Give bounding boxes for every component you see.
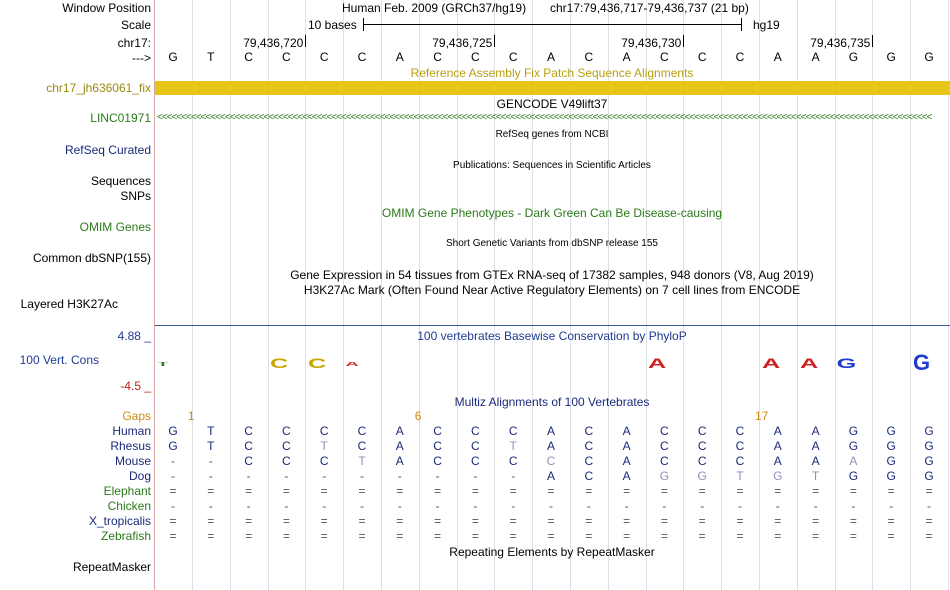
alignment-base: C <box>697 439 707 453</box>
scale-bar-left-end <box>363 18 364 31</box>
alignment-base: A <box>811 424 820 438</box>
h3k27ac-label[interactable]: Layered H3K27Ac <box>20 297 118 311</box>
repeatmasker-label[interactable]: RepeatMasker <box>72 560 151 574</box>
alignment-base: G <box>848 439 859 453</box>
alignment-base: = <box>698 529 706 543</box>
alignment-base: G <box>886 454 896 468</box>
alignment-base: C <box>508 424 518 438</box>
alignment-base: = <box>320 529 328 543</box>
alignment-base: C <box>244 454 253 468</box>
alignment-base: = <box>207 514 215 528</box>
alignment-base: = <box>282 514 290 528</box>
alignment-base: C <box>471 424 480 438</box>
alignment-base: = <box>320 514 328 528</box>
alignment-base: T <box>320 439 328 453</box>
alignment-base: = <box>736 529 744 543</box>
alignment-base: = <box>812 514 820 528</box>
alignment-base: = <box>925 529 933 543</box>
alignment-base: - <box>511 499 516 513</box>
alignment-base: = <box>774 514 782 528</box>
sequence-base: A <box>546 50 555 64</box>
alignment-base: A <box>395 439 404 453</box>
alignment-base: = <box>547 484 555 498</box>
gencode-track-title[interactable]: GENCODE V49lift37 <box>496 97 608 111</box>
alignment-base: = <box>396 514 404 528</box>
alignment-base: - <box>473 469 478 483</box>
alignment-base: - <box>927 499 931 513</box>
cons-track-label[interactable]: 100 Vert. Cons <box>19 353 99 367</box>
alignment-base: A <box>773 424 782 438</box>
cons-track-top-line <box>155 325 950 326</box>
alignment-base: C <box>660 454 669 468</box>
alignment-base: A <box>395 454 404 468</box>
coordinate-label: 79,436,735 <box>810 36 871 50</box>
coordinate-tick <box>683 35 684 47</box>
alignment-base: G <box>659 469 670 483</box>
alignment-base: A <box>395 424 404 438</box>
alignment-base: = <box>358 484 366 498</box>
alignment-base: = <box>660 514 668 528</box>
alignment-base: A <box>773 454 782 468</box>
alignment-base: G <box>924 439 934 453</box>
cons-logo-glyph: A <box>799 355 818 371</box>
alignment-base: C <box>319 424 329 438</box>
sequence-base: G <box>924 50 934 64</box>
alignment-base: - <box>208 499 213 513</box>
alignment-base: - <box>284 469 289 483</box>
alignment-base: = <box>509 514 517 528</box>
cons-logo-glyph: G <box>913 350 931 375</box>
publications-track-title[interactable]: Publications: Sequences in Scientific Articles <box>453 160 651 171</box>
alignment-base: C <box>735 454 745 468</box>
alignment-base: = <box>925 514 933 528</box>
gap-marker: 6 <box>414 409 422 423</box>
species-label[interactable]: Chicken <box>107 499 151 513</box>
cons-max-label: 4.88 _ <box>117 329 151 343</box>
alignment-base: - <box>360 469 364 483</box>
alignment-base: - <box>171 469 175 483</box>
window-position-label: Window Position <box>62 1 151 15</box>
sequence-base: C <box>433 50 442 64</box>
alignment-base: = <box>320 484 328 498</box>
alignment-base: = <box>887 529 895 543</box>
sequence-base: G <box>886 50 896 64</box>
alignment-base: = <box>207 529 215 543</box>
gaps-label: Gaps <box>122 409 151 423</box>
sequence-base: C <box>735 50 745 64</box>
fix-patch-label[interactable]: chr17_jh636061_fix <box>46 81 151 95</box>
snps-label[interactable]: SNPs <box>120 189 151 203</box>
alignment-base: = <box>849 514 857 528</box>
species-label[interactable]: Elephant <box>103 484 151 498</box>
species-label[interactable]: X_tropicalis <box>88 514 151 528</box>
alignment-base: G <box>886 469 896 483</box>
alignment-base: = <box>698 484 706 498</box>
sequence-base: C <box>697 50 707 64</box>
alignment-base: - <box>360 499 364 513</box>
alignment-base: - <box>775 499 780 513</box>
alignment-base: = <box>547 514 555 528</box>
alignment-base: - <box>813 499 818 513</box>
position-readout: chr17:79,436,717-79,436,737 (21 bp) <box>550 1 749 15</box>
alignment-base: = <box>547 529 555 543</box>
alignment-base: = <box>623 514 631 528</box>
alignment-base: = <box>434 529 442 543</box>
alignment-base: T <box>736 469 744 483</box>
cons-track-title[interactable]: 100 vertebrates Basewise Conservation by PhyloP <box>417 329 687 343</box>
refseq-track-title[interactable]: RefSeq genes from NCBI <box>495 129 609 140</box>
alignment-base: = <box>887 514 895 528</box>
alignment-base: C <box>282 454 291 468</box>
alignment-base: A <box>622 439 631 453</box>
alignment-base: C <box>584 454 594 468</box>
alignment-base: = <box>169 514 177 528</box>
scale-bar-right-end <box>741 18 742 31</box>
alignment-base: = <box>245 529 253 543</box>
alignment-base: = <box>623 484 631 498</box>
alignment-base: = <box>698 514 706 528</box>
alignment-base: G <box>924 424 934 438</box>
alignment-base: C <box>584 424 594 438</box>
alignment-base: A <box>811 439 820 453</box>
alignment-base: = <box>623 529 631 543</box>
alignment-base: = <box>509 529 517 543</box>
alignment-base: A <box>811 454 820 468</box>
sequence-base: C <box>357 50 367 64</box>
alignment-base: - <box>851 499 856 513</box>
alignment-base: A <box>546 469 555 483</box>
h3k27ac-track-title[interactable]: H3K27Ac Mark (Often Found Near Active Regulatory Elements) on 7 cell lines from ENCODE <box>303 283 801 297</box>
alignment-base: = <box>358 529 366 543</box>
alignment-base: = <box>736 514 744 528</box>
sequence-base: C <box>584 50 594 64</box>
alignment-base: C <box>697 454 707 468</box>
alignment-base: C <box>244 439 253 453</box>
cons-logo-glyph: A <box>345 362 359 368</box>
alignment-base: = <box>660 484 668 498</box>
alignment-base: T <box>509 439 517 453</box>
alignment-base: - <box>397 469 402 483</box>
alignment-base: = <box>434 514 442 528</box>
alignment-base: = <box>471 529 479 543</box>
cons-min-label: -4.5 _ <box>120 379 151 393</box>
alignment-base: = <box>925 484 933 498</box>
sequence-base: G <box>168 50 178 64</box>
alignment-base: C <box>433 439 442 453</box>
assembly-title: Human Feb. 2009 (GRCh37/hg19) <box>342 1 527 15</box>
alignment-base: - <box>171 454 175 468</box>
linc-gene-label[interactable]: LINC01971 <box>90 111 151 125</box>
sequence-base: C <box>282 50 291 64</box>
refseq-curated-label[interactable]: RefSeq Curated <box>64 143 151 157</box>
alignment-base: - <box>322 499 327 513</box>
linc-gene-feature[interactable]: <<<<<<<<<<<<<<<<<<<<<<<<<<<<<<<<<<<<<<<<<<<<<<<<<<<<<<<<<<<<<<<<<<<<<<<<<<<<<<<<<<<<<<<<<<<<<<<<<<<<<<<<<<<<<<<<<<<<<<<<<<<<<<<<<<<<<<<<<<<<<<<<<<<<<<<<<<<<<<<< <box>157 112 932 123</box>
alignment-base: = <box>812 484 820 498</box>
alignment-base: = <box>282 529 290 543</box>
alignment-base: = <box>585 514 593 528</box>
chrom-label: chr17: <box>117 36 151 50</box>
alignment-base: - <box>889 499 894 513</box>
alignment-base: A <box>622 469 631 483</box>
gtex-track-title[interactable]: Gene Expression in 54 tissues from GTEx RNA-seq of 17382 samples, 948 donors (V8, Aug 2019) <box>290 268 814 282</box>
alignment-base: G <box>886 439 896 453</box>
sequence-base: C <box>508 50 518 64</box>
alignment-base: G <box>168 424 178 438</box>
alignment-base: - <box>322 469 327 483</box>
alignment-base: G <box>886 424 896 438</box>
alignment-base: T <box>811 469 820 483</box>
alignment-base: C <box>508 454 518 468</box>
alignment-base: = <box>471 484 479 498</box>
alignment-base: T <box>207 424 215 438</box>
alignment-base: - <box>738 499 742 513</box>
sequence-base: C <box>471 50 480 64</box>
alignment-base: - <box>435 499 440 513</box>
alignment-base: = <box>774 484 782 498</box>
alignment-base: C <box>282 424 291 438</box>
alignment-base: A <box>546 439 555 453</box>
alignment-base: = <box>585 484 593 498</box>
strand-arrow-label[interactable]: ---> <box>132 51 151 65</box>
cons-logo-glyph: C <box>270 355 289 371</box>
alignment-base: - <box>662 499 667 513</box>
alignment-base: C <box>433 424 442 438</box>
cons-logo-glyph: T <box>157 362 169 368</box>
alignment-base: - <box>208 469 213 483</box>
alignment-base: C <box>660 439 669 453</box>
alignment-base: - <box>246 469 251 483</box>
alignment-base: G <box>168 439 178 453</box>
sequence-base: C <box>660 50 669 64</box>
alignment-base: - <box>208 454 213 468</box>
alignment-base: = <box>471 514 479 528</box>
sequence-base: G <box>848 50 859 64</box>
alignment-base: = <box>207 484 215 498</box>
alignment-base: G <box>848 469 859 483</box>
coordinate-label: 79,436,725 <box>432 36 493 50</box>
alignment-base: = <box>434 484 442 498</box>
alignment-base: - <box>586 499 591 513</box>
alignment-base: - <box>171 499 175 513</box>
scale-bases-text: 10 bases <box>308 18 357 32</box>
coordinate-tick <box>494 35 495 47</box>
alignment-base: = <box>396 484 404 498</box>
alignment-base: G <box>848 424 859 438</box>
scale-bar <box>363 24 741 25</box>
alignment-base: C <box>735 424 745 438</box>
species-label[interactable]: Rhesus <box>110 439 151 453</box>
cons-logo-glyph: A <box>761 355 780 371</box>
alignment-base: - <box>700 499 705 513</box>
alignment-base: = <box>774 529 782 543</box>
species-label[interactable]: Mouse <box>114 454 151 468</box>
alignment-base: = <box>849 529 857 543</box>
alignment-base: = <box>812 529 820 543</box>
alignment-base: - <box>511 469 516 483</box>
dbsnp-label[interactable]: Common dbSNP(155) <box>32 251 151 265</box>
alignment-base: - <box>246 499 251 513</box>
alignment-base: A <box>546 424 555 438</box>
alignment-base: = <box>245 484 253 498</box>
alignment-base: - <box>284 499 289 513</box>
alignment-base: = <box>849 484 857 498</box>
coordinate-label: 79,436,720 <box>243 36 304 50</box>
cons-logo-glyph: A <box>648 355 667 371</box>
alignment-base: A <box>849 454 858 468</box>
alignment-base: A <box>773 439 782 453</box>
species-label[interactable]: Dog <box>128 469 151 483</box>
alignment-base: C <box>584 469 594 483</box>
alignment-base: A <box>622 424 631 438</box>
repeatmasker-track-title[interactable]: Repeating Elements by RepeatMasker <box>449 545 655 559</box>
scale-label: Scale <box>120 18 151 32</box>
gap-marker: 17 <box>754 409 769 423</box>
sequence-base: T <box>207 50 215 64</box>
alignment-base: - <box>549 499 553 513</box>
alignment-base: - <box>435 469 440 483</box>
sequences-label[interactable]: Sequences <box>90 174 151 188</box>
omim-track-title[interactable]: OMIM Gene Phenotypes - Dark Green Can Be Disease-causing <box>381 206 723 220</box>
alignment-base: = <box>358 514 366 528</box>
alignment-base: C <box>546 454 556 468</box>
alignment-base: - <box>397 499 402 513</box>
alignment-base: = <box>887 484 895 498</box>
alignment-base: C <box>584 439 594 453</box>
alignment-base: = <box>169 484 177 498</box>
sequence-base: A <box>622 50 631 64</box>
alignment-base: - <box>473 499 478 513</box>
species-label[interactable]: Zebrafish <box>100 529 151 543</box>
cons-logo-glyph: G <box>837 355 857 371</box>
dbsnp-track-title[interactable]: Short Genetic Variants from dbSNP release 155 <box>446 238 658 249</box>
alignment-base: T <box>207 439 215 453</box>
alignment-base: C <box>471 454 480 468</box>
alignment-base: C <box>282 439 291 453</box>
alignment-base: C <box>433 454 442 468</box>
alignment-base: T <box>358 454 366 468</box>
scale-db-text: hg19 <box>753 18 780 32</box>
sequence-base: C <box>319 50 329 64</box>
alignment-base: C <box>357 424 367 438</box>
fix-patch-track-title[interactable]: Reference Assembly Fix Patch Sequence Alignments <box>410 66 694 80</box>
alignment-base: C <box>357 439 367 453</box>
alignment-base: G <box>773 469 783 483</box>
gap-marker: 1 <box>187 409 195 423</box>
alignment-base: = <box>396 529 404 543</box>
alignment-base: C <box>697 424 707 438</box>
omim-genes-label[interactable]: OMIM Genes <box>79 220 151 234</box>
sequence-base: A <box>773 50 782 64</box>
multiz-track-title[interactable]: Multiz Alignments of 100 Vertebrates <box>454 395 650 409</box>
alignment-base: = <box>736 484 744 498</box>
species-label[interactable]: Human <box>112 424 151 438</box>
alignment-base: = <box>509 484 517 498</box>
alignment-base: - <box>624 499 629 513</box>
alignment-base: = <box>169 529 177 543</box>
alignment-base: C <box>660 424 669 438</box>
alignment-base: A <box>622 454 631 468</box>
alignment-base: C <box>735 439 745 453</box>
sequence-base: A <box>811 50 820 64</box>
alignment-base: G <box>924 469 934 483</box>
alignment-base: C <box>319 454 329 468</box>
alignment-base: C <box>244 424 253 438</box>
sequence-base: A <box>395 50 404 64</box>
alignment-base: = <box>660 529 668 543</box>
track-label-panel <box>0 0 155 590</box>
alignment-base: = <box>245 514 253 528</box>
alignment-base: G <box>697 469 707 483</box>
cons-logo-glyph: C <box>308 355 327 371</box>
coordinate-tick <box>305 35 306 47</box>
alignment-base: C <box>471 439 480 453</box>
coordinate-tick <box>872 35 873 47</box>
alignment-base: G <box>924 454 934 468</box>
coordinate-label: 79,436,730 <box>621 36 682 50</box>
fix-patch-bar[interactable] <box>155 81 950 95</box>
alignment-base: = <box>585 529 593 543</box>
sequence-base: C <box>244 50 253 64</box>
alignment-base: = <box>282 484 290 498</box>
